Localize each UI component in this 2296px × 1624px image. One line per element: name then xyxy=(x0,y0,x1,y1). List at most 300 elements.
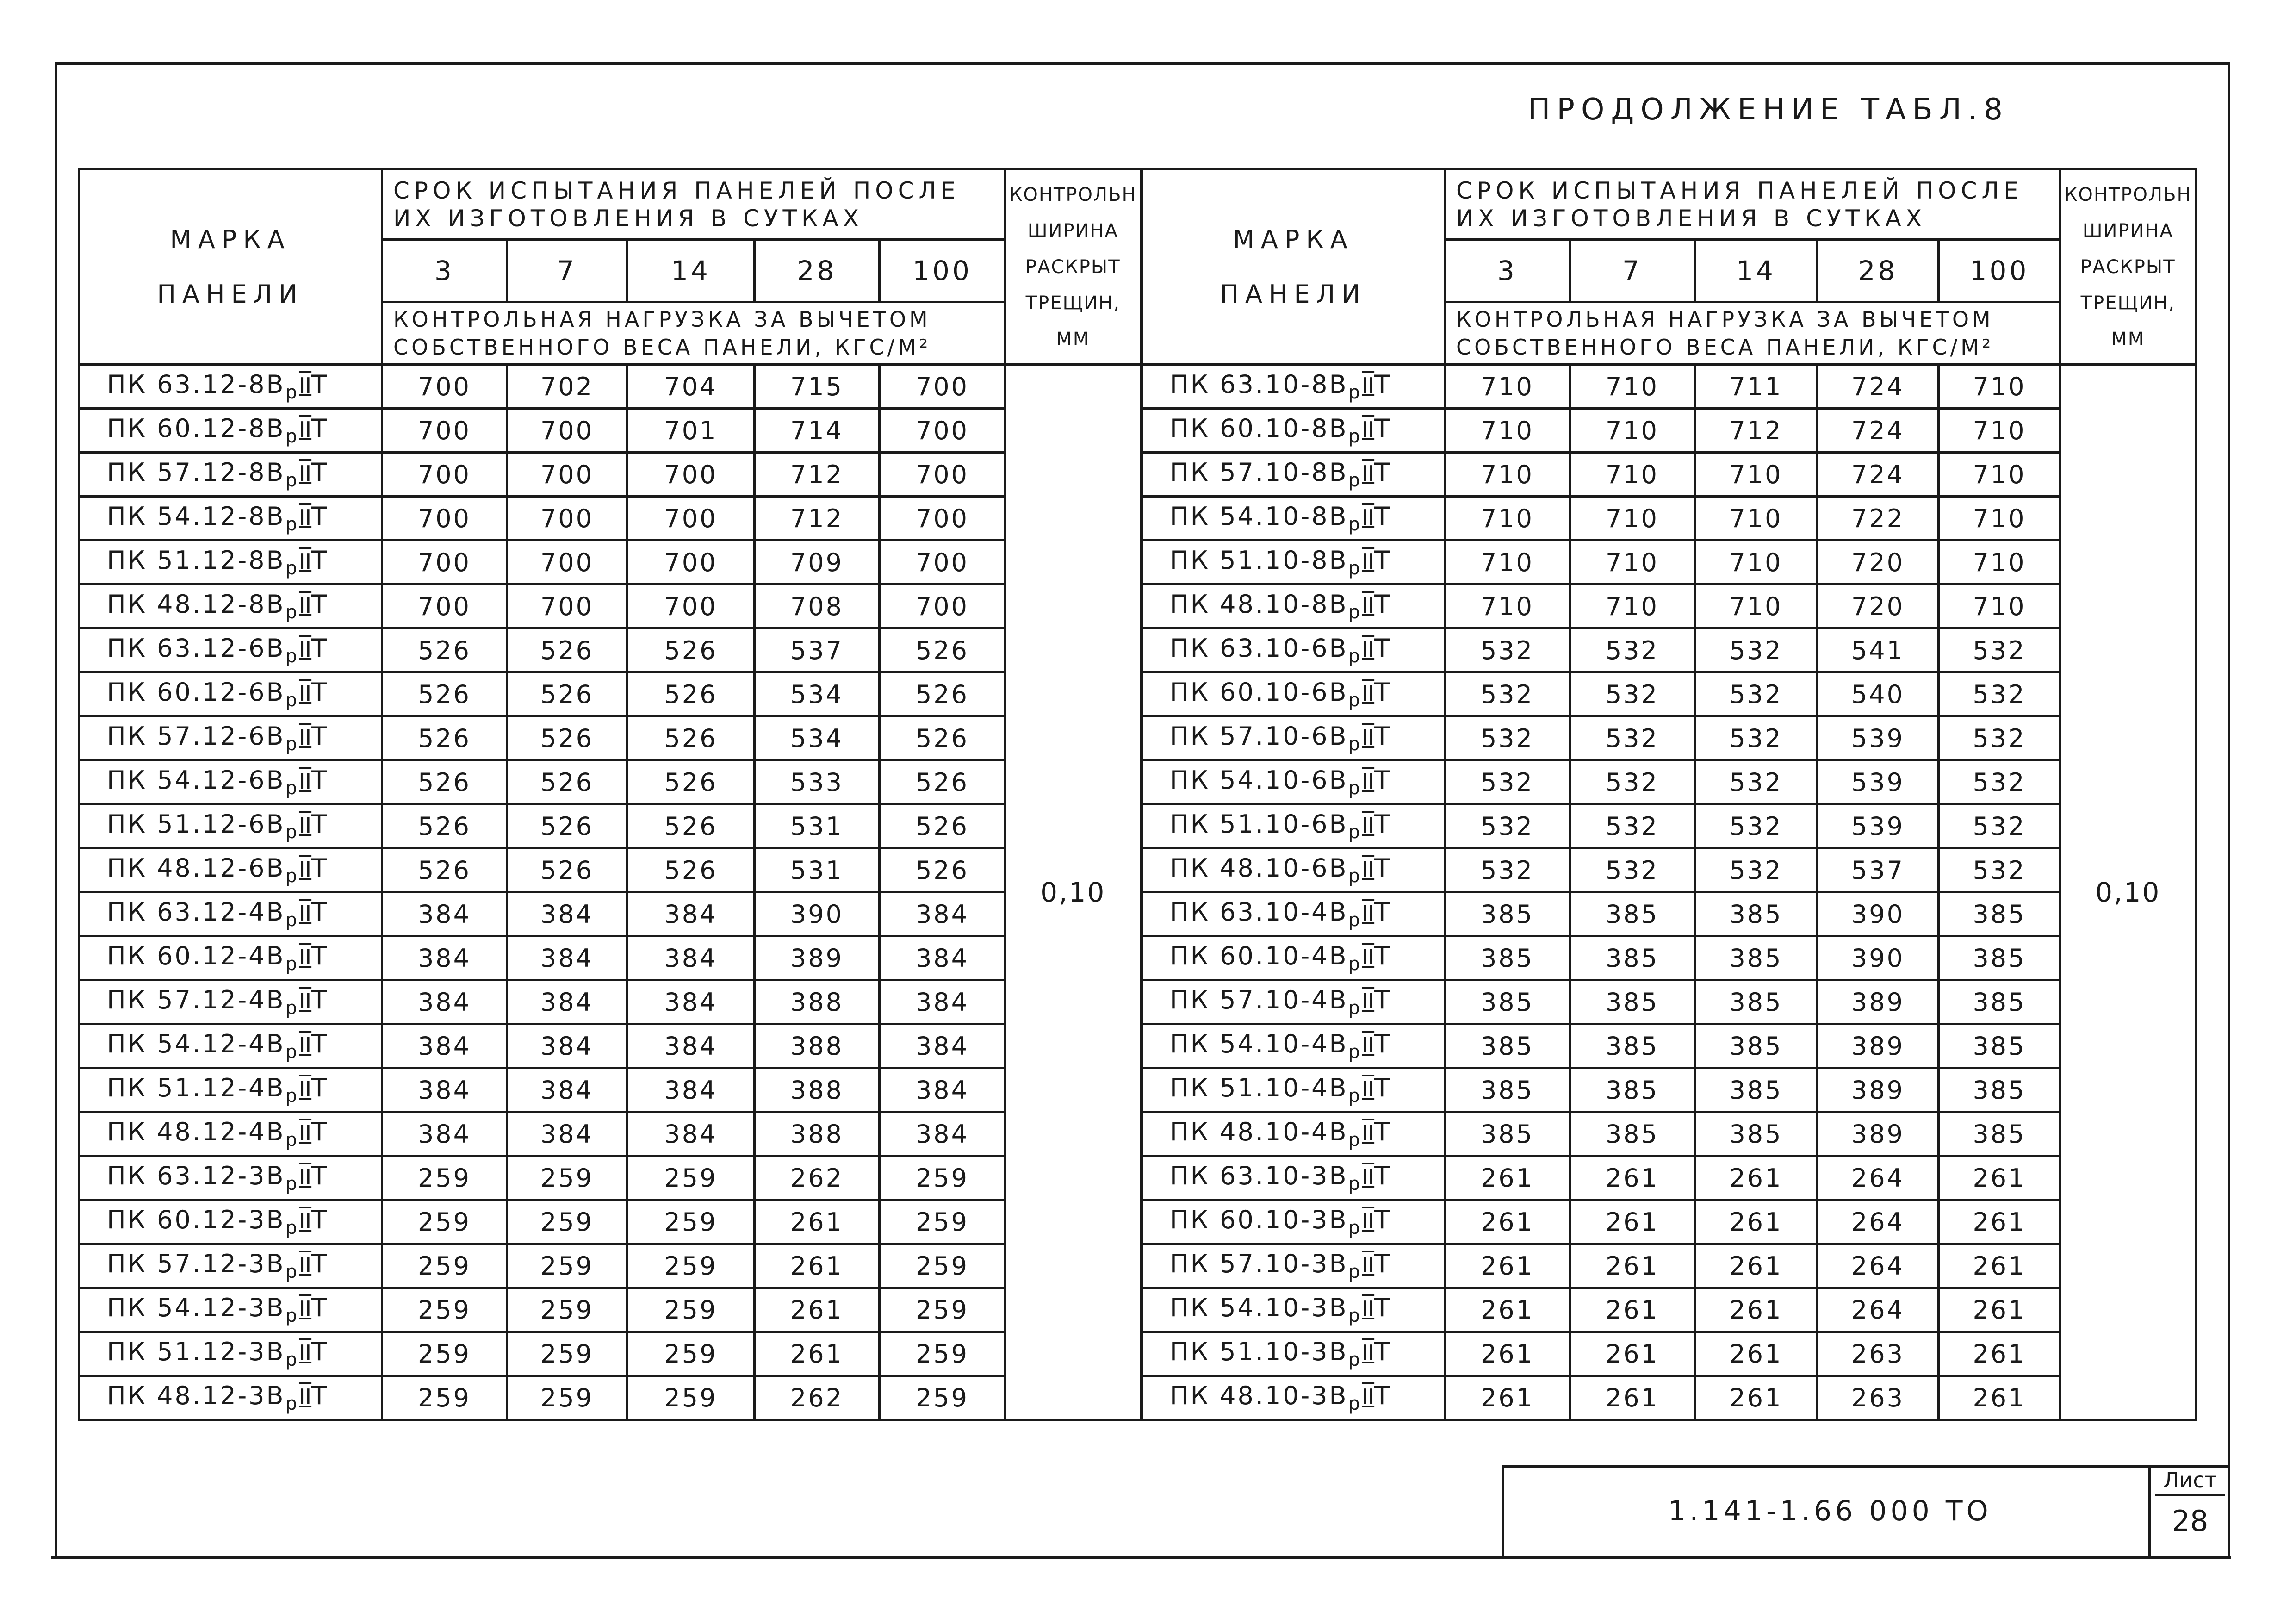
load-value: 384 xyxy=(880,1024,1005,1068)
panel-mark-class: II xyxy=(1361,593,1375,618)
panel-mark xyxy=(1142,1200,1445,1244)
panel-mark-prefix: ПК 57.12-3В xyxy=(107,1249,285,1279)
panel-mark-subscript: р xyxy=(1348,821,1362,843)
panel-mark-prefix: ПК 60.12-8В xyxy=(107,414,285,443)
load-value: 532 xyxy=(1939,804,2060,848)
load-value: 384 xyxy=(880,980,1005,1024)
header-mark: МАРКА ПАНЕЛИ xyxy=(1142,169,1445,365)
load-value: 259 xyxy=(507,1244,627,1288)
load-value: 724 xyxy=(1818,365,1939,409)
load-value: 261 xyxy=(1570,1332,1695,1376)
panel-mark xyxy=(79,1024,382,1068)
header-crack-width: КОНТРОЛЬН ШИРИНА РАСКРЫТ ТРЕЩИН, ММ xyxy=(1005,169,1141,365)
panel-mark-subscript: р xyxy=(285,1305,299,1326)
panel-mark-subscript: р xyxy=(1348,1173,1362,1195)
load-value: 710 xyxy=(1939,541,2060,585)
panel-mark-class: II xyxy=(298,637,312,662)
table-row xyxy=(79,1200,1141,1244)
load-value: 712 xyxy=(1695,409,1818,453)
load-value: 710 xyxy=(1695,585,1818,628)
panel-mark xyxy=(79,716,382,760)
load-value: 710 xyxy=(1939,453,2060,497)
load-value: 526 xyxy=(880,804,1005,848)
panel-mark-class: II xyxy=(1361,637,1375,662)
table-row xyxy=(79,848,1141,892)
load-value: 259 xyxy=(880,1332,1005,1376)
panel-mark-subscript: р xyxy=(1348,1261,1362,1282)
panel-mark-subscript: р xyxy=(285,909,299,931)
panel-mark xyxy=(1142,1288,1445,1332)
load-value: 259 xyxy=(507,1376,627,1420)
table-row xyxy=(79,672,1141,716)
load-value: 259 xyxy=(507,1200,627,1244)
panel-mark xyxy=(79,672,382,716)
table-row xyxy=(1142,1200,2196,1244)
load-value: 700 xyxy=(507,541,627,585)
load-value: 261 xyxy=(1695,1288,1818,1332)
load-value: 710 xyxy=(1570,409,1695,453)
table-row xyxy=(1142,1112,2196,1156)
load-value: 532 xyxy=(1695,672,1818,716)
header-day: 28 xyxy=(1818,240,1939,302)
panel-mark-class: II xyxy=(1361,1340,1375,1366)
load-value: 526 xyxy=(880,628,1005,672)
load-value: 526 xyxy=(627,848,755,892)
table-row xyxy=(79,716,1141,760)
load-value: 534 xyxy=(755,716,880,760)
panel-mark-prefix: ПК 48.10-8В xyxy=(1170,590,1348,619)
load-value: 388 xyxy=(755,1068,880,1112)
panel-mark-class: II xyxy=(298,1120,312,1146)
panel-mark xyxy=(1142,497,1445,541)
panel-mark-suffix: Т xyxy=(311,1117,329,1147)
panel-mark-subscript: р xyxy=(1348,1085,1362,1107)
load-value: 531 xyxy=(755,848,880,892)
panel-mark-subscript: р xyxy=(285,1085,299,1107)
panel-mark xyxy=(79,1244,382,1288)
table-row xyxy=(1142,1068,2196,1112)
panel-mark xyxy=(79,1156,382,1200)
panel-mark-subscript: р xyxy=(1348,1305,1362,1326)
load-value: 710 xyxy=(1445,585,1570,628)
load-value: 532 xyxy=(1939,672,2060,716)
panel-mark-class: II xyxy=(1361,1076,1375,1102)
panel-mark-prefix: ПК 60.10-4В xyxy=(1170,941,1348,971)
panel-mark-prefix: ПК 63.12-6В xyxy=(107,634,285,663)
panel-mark-prefix: ПК 63.10-4В xyxy=(1170,897,1348,927)
panel-mark-prefix: ПК 51.10-8В xyxy=(1170,546,1348,575)
panel-mark-prefix: ПК 48.10-3В xyxy=(1170,1381,1348,1411)
load-value: 390 xyxy=(755,892,880,936)
sheet-number: 28 xyxy=(2172,1504,2209,1538)
load-value: 710 xyxy=(1695,541,1818,585)
load-value: 526 xyxy=(627,716,755,760)
panel-mark-prefix: ПК 60.10-3В xyxy=(1170,1205,1348,1235)
panel-mark-subscript: р xyxy=(285,733,299,755)
panel-mark-class: II xyxy=(298,857,312,882)
panel-mark-subscript: р xyxy=(285,997,299,1019)
load-value: 259 xyxy=(880,1156,1005,1200)
load-value: 385 xyxy=(1695,1024,1818,1068)
load-value: 710 xyxy=(1939,585,2060,628)
load-value: 384 xyxy=(627,1112,755,1156)
load-value: 526 xyxy=(627,672,755,716)
panel-mark-subscript: р xyxy=(285,425,299,447)
load-value: 261 xyxy=(1939,1376,2060,1420)
panel-mark xyxy=(79,1112,382,1156)
panel-mark-class: II xyxy=(1361,1120,1375,1146)
load-value: 261 xyxy=(1570,1244,1695,1288)
load-value: 700 xyxy=(880,409,1005,453)
load-value: 261 xyxy=(1695,1156,1818,1200)
table-row xyxy=(1142,585,2196,628)
panel-mark-suffix: Т xyxy=(311,897,329,927)
panel-mark xyxy=(1142,409,1445,453)
load-value: 385 xyxy=(1939,1112,2060,1156)
panel-mark-suffix: Т xyxy=(311,502,329,531)
load-value: 532 xyxy=(1445,848,1570,892)
load-value: 261 xyxy=(1570,1156,1695,1200)
panel-mark-class: II xyxy=(1361,1384,1375,1410)
load-value: 532 xyxy=(1445,760,1570,804)
panel-mark-subscript: р xyxy=(1348,777,1362,799)
panel-mark-prefix: ПК 48.12-6В xyxy=(107,853,285,883)
load-value: 261 xyxy=(755,1200,880,1244)
load-value: 384 xyxy=(880,1112,1005,1156)
table-row xyxy=(79,980,1141,1024)
panel-mark-subscript: р xyxy=(1348,953,1362,975)
panel-mark-subscript: р xyxy=(285,865,299,887)
table-row xyxy=(1142,716,2196,760)
panel-mark-prefix: ПК 57.12-6В xyxy=(107,722,285,751)
load-value: 259 xyxy=(382,1156,507,1200)
load-value: 700 xyxy=(507,409,627,453)
load-value: 385 xyxy=(1445,1112,1570,1156)
load-value: 389 xyxy=(1818,1024,1939,1068)
load-value: 385 xyxy=(1445,1068,1570,1112)
load-value: 385 xyxy=(1445,980,1570,1024)
load-value: 385 xyxy=(1695,936,1818,980)
panel-mark xyxy=(79,1376,382,1420)
load-value: 385 xyxy=(1939,1024,2060,1068)
panel-mark xyxy=(79,760,382,804)
panel-mark xyxy=(1142,716,1445,760)
panel-mark xyxy=(79,497,382,541)
load-value: 259 xyxy=(880,1288,1005,1332)
load-value: 710 xyxy=(1445,365,1570,409)
load-value: 532 xyxy=(1570,848,1695,892)
panel-mark-prefix: ПК 51.12-8В xyxy=(107,546,285,575)
panel-mark-subscript: р xyxy=(1348,909,1362,931)
load-value: 259 xyxy=(507,1332,627,1376)
panel-mark-suffix: Т xyxy=(311,1337,329,1367)
load-value: 390 xyxy=(1818,936,1939,980)
table-row xyxy=(1142,672,2196,716)
panel-mark-class: II xyxy=(298,1252,312,1278)
load-value: 526 xyxy=(507,760,627,804)
panel-mark-suffix: Т xyxy=(1374,678,1392,707)
load-value: 700 xyxy=(507,497,627,541)
panel-mark-subscript: р xyxy=(1348,865,1362,887)
load-value: 700 xyxy=(880,365,1005,409)
table-row xyxy=(1142,628,2196,672)
panel-mark-suffix: Т xyxy=(1374,1029,1392,1059)
panel-mark-suffix: Т xyxy=(1374,1205,1392,1235)
panel-mark-suffix: Т xyxy=(311,1381,329,1411)
panel-mark-class: II xyxy=(298,901,312,926)
panel-mark-suffix: Т xyxy=(1374,414,1392,443)
load-value: 384 xyxy=(507,936,627,980)
panel-mark-prefix: ПК 48.12-3В xyxy=(107,1381,285,1411)
panel-mark-suffix: Т xyxy=(311,809,329,839)
table-row xyxy=(79,1332,1141,1376)
panel-mark-class: II xyxy=(298,1076,312,1102)
load-table-left xyxy=(78,168,1142,1421)
panel-mark-subscript: р xyxy=(1348,557,1362,579)
panel-mark-class: II xyxy=(298,1340,312,1366)
panel-mark-subscript: р xyxy=(1348,1393,1362,1414)
load-value: 261 xyxy=(1695,1244,1818,1288)
panel-mark-suffix: Т xyxy=(1374,1381,1392,1411)
load-value: 261 xyxy=(1939,1244,2060,1288)
panel-mark-subscript: р xyxy=(285,601,299,623)
load-value: 700 xyxy=(382,453,507,497)
table-row xyxy=(1142,848,2196,892)
panel-mark-suffix: Т xyxy=(1374,985,1392,1015)
panel-mark-prefix: ПК 63.10-3В xyxy=(1170,1161,1348,1191)
panel-mark xyxy=(79,1068,382,1112)
load-value: 532 xyxy=(1939,760,2060,804)
panel-mark xyxy=(79,892,382,936)
panel-mark-class: II xyxy=(298,1033,312,1058)
table-row xyxy=(1142,453,2196,497)
panel-mark-prefix: ПК 60.12-4В xyxy=(107,941,285,971)
load-value: 532 xyxy=(1939,628,2060,672)
load-value: 384 xyxy=(627,1024,755,1068)
load-value: 532 xyxy=(1445,628,1570,672)
panel-mark-subscript: р xyxy=(285,689,299,711)
load-value: 709 xyxy=(755,541,880,585)
panel-mark-prefix: ПК 54.12-4В xyxy=(107,1029,285,1059)
load-value: 384 xyxy=(382,892,507,936)
panel-mark-prefix: ПК 51.10-4В xyxy=(1170,1073,1348,1103)
load-value: 259 xyxy=(627,1200,755,1244)
load-value: 384 xyxy=(880,892,1005,936)
panel-mark-subscript: р xyxy=(1348,645,1362,667)
panel-mark-prefix: ПК 48.12-4В xyxy=(107,1117,285,1147)
load-value: 526 xyxy=(507,672,627,716)
document-code: 1.141-1.66 000 ТО xyxy=(1668,1495,1992,1527)
table-row xyxy=(1142,1244,2196,1288)
panel-mark xyxy=(1142,804,1445,848)
panel-mark-suffix: Т xyxy=(311,546,329,575)
table-right-body xyxy=(1142,169,2196,1420)
load-value: 259 xyxy=(627,1244,755,1288)
load-value: 532 xyxy=(1695,716,1818,760)
panel-mark-prefix: ПК 63.12-3В xyxy=(107,1161,285,1191)
load-value: 384 xyxy=(382,936,507,980)
header-test-period: СРОК ИСПЫТАНИЯ ПАНЕЛЕЙ ПОСЛЕ ИХ ИЗГОТОВЛЕНИЯ В СУТКАХ xyxy=(382,169,1005,240)
panel-mark xyxy=(79,980,382,1024)
panel-mark xyxy=(79,628,382,672)
panel-mark-class: II xyxy=(1361,989,1375,1014)
load-value: 385 xyxy=(1445,936,1570,980)
panel-mark-subscript: р xyxy=(285,1041,299,1063)
panel-mark-prefix: ПК 57.10-3В xyxy=(1170,1249,1348,1279)
load-value: 384 xyxy=(382,1112,507,1156)
load-value: 264 xyxy=(1818,1200,1939,1244)
load-value: 261 xyxy=(1939,1200,2060,1244)
load-value: 263 xyxy=(1818,1332,1939,1376)
load-value: 261 xyxy=(1939,1156,2060,1200)
load-value: 700 xyxy=(382,497,507,541)
load-value: 710 xyxy=(1695,497,1818,541)
panel-mark-class: II xyxy=(298,681,312,706)
table-row xyxy=(79,585,1141,628)
load-value: 526 xyxy=(627,804,755,848)
load-value: 259 xyxy=(382,1244,507,1288)
panel-mark-suffix: Т xyxy=(311,414,329,443)
load-value: 710 xyxy=(1570,365,1695,409)
panel-mark xyxy=(1142,1112,1445,1156)
table-row xyxy=(79,628,1141,672)
panel-mark xyxy=(1142,1376,1445,1420)
panel-mark xyxy=(79,541,382,585)
load-value: 261 xyxy=(755,1288,880,1332)
panel-mark xyxy=(1142,1156,1445,1200)
panel-mark xyxy=(1142,672,1445,716)
panel-mark-suffix: Т xyxy=(311,678,329,707)
load-value: 384 xyxy=(627,1068,755,1112)
table-row xyxy=(79,1112,1141,1156)
load-value: 264 xyxy=(1818,1244,1939,1288)
load-value: 532 xyxy=(1445,804,1570,848)
panel-mark-prefix: ПК 54.12-3В xyxy=(107,1293,285,1323)
panel-mark-suffix: Т xyxy=(1374,1337,1392,1367)
panel-mark-prefix: ПК 54.10-6В xyxy=(1170,765,1348,795)
load-value: 710 xyxy=(1570,497,1695,541)
panel-mark-prefix: ПК 54.12-8В xyxy=(107,502,285,531)
load-value: 532 xyxy=(1570,716,1695,760)
panel-mark-suffix: Т xyxy=(311,1029,329,1059)
load-value: 259 xyxy=(880,1200,1005,1244)
panel-mark-prefix: ПК 51.12-4В xyxy=(107,1073,285,1103)
panel-mark-prefix: ПК 63.10-8В xyxy=(1170,370,1348,399)
panel-mark xyxy=(79,804,382,848)
header-day: 7 xyxy=(507,240,627,302)
load-value: 526 xyxy=(382,804,507,848)
header-day: 100 xyxy=(1939,240,2060,302)
panel-mark xyxy=(1142,1244,1445,1288)
panel-mark-class: II xyxy=(1361,681,1375,706)
panel-mark-subscript: р xyxy=(285,953,299,975)
panel-mark xyxy=(79,365,382,409)
panel-mark-subscript: р xyxy=(1348,425,1362,447)
load-value: 385 xyxy=(1939,980,2060,1024)
panel-mark-subscript: р xyxy=(285,469,299,491)
load-value: 526 xyxy=(382,716,507,760)
table-row xyxy=(79,760,1141,804)
panel-mark-suffix: Т xyxy=(1374,897,1392,927)
panel-mark-suffix: Т xyxy=(311,722,329,751)
panel-mark-class: II xyxy=(298,769,312,794)
panel-mark-prefix: ПК 57.12-8В xyxy=(107,458,285,487)
header-day: 14 xyxy=(627,240,755,302)
panel-mark-subscript: р xyxy=(285,1261,299,1282)
panel-mark-prefix: ПК 63.12-4В xyxy=(107,897,285,927)
panel-mark xyxy=(79,453,382,497)
load-value: 702 xyxy=(507,365,627,409)
panel-mark xyxy=(1142,541,1445,585)
panel-mark-class: II xyxy=(298,373,312,398)
panel-mark-subscript: р xyxy=(285,777,299,799)
panel-mark-class: II xyxy=(298,1296,312,1322)
panel-mark-suffix: Т xyxy=(311,985,329,1015)
table-row xyxy=(1142,804,2196,848)
panel-mark xyxy=(1142,892,1445,936)
load-value: 385 xyxy=(1570,892,1695,936)
panel-mark-suffix: Т xyxy=(311,1293,329,1323)
load-value: 537 xyxy=(755,628,880,672)
load-value: 708 xyxy=(755,585,880,628)
sheet-label: Лист xyxy=(2155,1466,2225,1496)
panel-mark xyxy=(1142,453,1445,497)
load-value: 532 xyxy=(1939,716,2060,760)
load-value: 388 xyxy=(755,1112,880,1156)
header-crack-width: КОНТРОЛЬН ШИРИНА РАСКРЫТ ТРЕЩИН, ММ xyxy=(2060,169,2196,365)
load-value: 532 xyxy=(1445,672,1570,716)
load-value: 259 xyxy=(382,1288,507,1332)
panel-mark-subscript: р xyxy=(285,1349,299,1370)
load-value: 384 xyxy=(880,1068,1005,1112)
panel-mark-prefix: ПК 63.12-8В xyxy=(107,370,285,399)
load-value: 532 xyxy=(1570,804,1695,848)
load-value: 710 xyxy=(1445,541,1570,585)
table-row xyxy=(1142,760,2196,804)
load-value: 711 xyxy=(1695,365,1818,409)
panel-mark xyxy=(79,848,382,892)
panel-mark-prefix: ПК 51.12-6В xyxy=(107,809,285,839)
panel-mark-subscript: р xyxy=(285,821,299,843)
load-value: 710 xyxy=(1939,365,2060,409)
load-value: 700 xyxy=(382,541,507,585)
load-value: 526 xyxy=(627,760,755,804)
load-value: 384 xyxy=(382,1024,507,1068)
panel-mark-suffix: Т xyxy=(1374,546,1392,575)
load-value: 710 xyxy=(1570,541,1695,585)
load-value: 389 xyxy=(1818,1068,1939,1112)
panel-mark-suffix: Т xyxy=(1374,1161,1392,1191)
load-value: 261 xyxy=(1695,1200,1818,1244)
panel-mark xyxy=(1142,1068,1445,1112)
panel-mark-class: II xyxy=(298,461,312,486)
load-value: 532 xyxy=(1570,628,1695,672)
load-value: 385 xyxy=(1570,1068,1695,1112)
load-value: 700 xyxy=(627,541,755,585)
panel-mark-prefix: ПК 60.12-6В xyxy=(107,678,285,707)
panel-mark-class: II xyxy=(1361,1208,1375,1234)
load-value: 385 xyxy=(1695,1112,1818,1156)
panel-mark-subscript: р xyxy=(285,381,299,403)
load-value: 539 xyxy=(1818,760,1939,804)
load-value: 532 xyxy=(1445,716,1570,760)
load-value: 261 xyxy=(755,1332,880,1376)
panel-mark-suffix: Т xyxy=(1374,1293,1392,1323)
load-value: 388 xyxy=(755,980,880,1024)
load-value: 526 xyxy=(880,760,1005,804)
crack-width-value: 0,10 xyxy=(1005,365,1141,1420)
load-value: 720 xyxy=(1818,541,1939,585)
